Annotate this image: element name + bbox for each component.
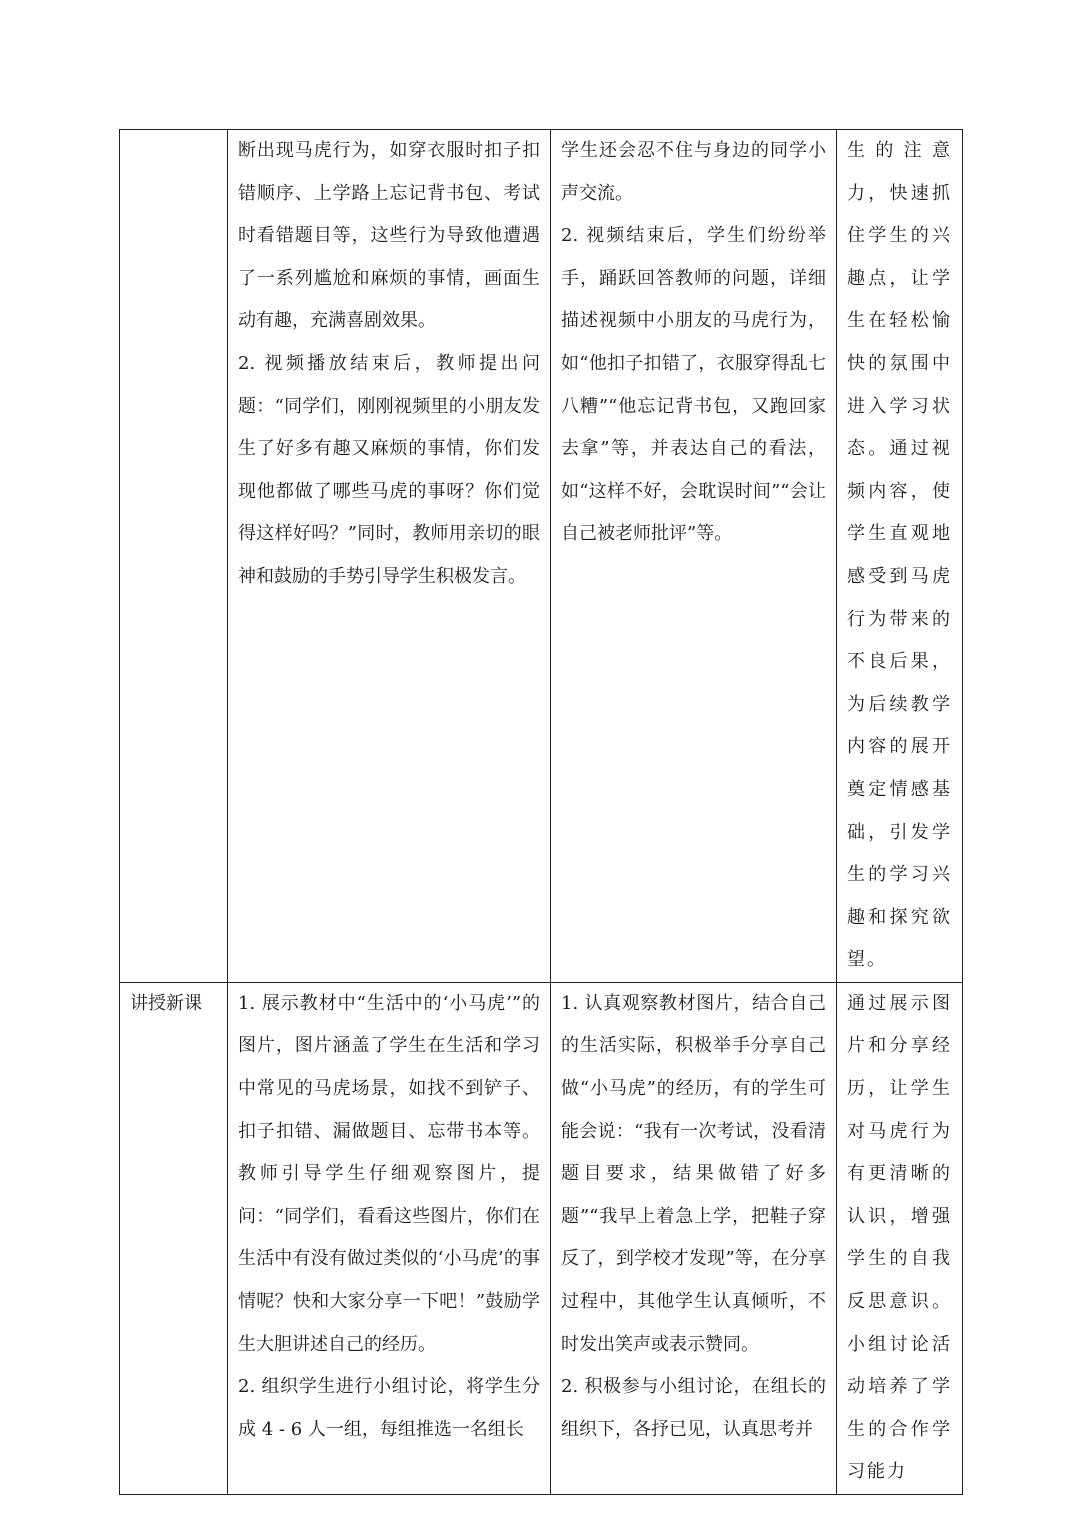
phase-cell: 讲授新课 — [120, 982, 228, 1494]
design-intent-cell: 生的注意力，快速抓住学生的兴趣点，让学生在轻松愉快的氛围中进入学习状态。通过视频内容，使学生直观地感受到马虎行为带来的不良后果，为后续教学内容的展开奠定情感基础，引发学生的学习兴趣和探究欲望。 — [837, 130, 963, 983]
student-activity-paragraph: 学生还会忍不住与身边的同学小声交流。 — [561, 140, 826, 204]
student-activity-cell — [551, 130, 837, 983]
teacher-activity-cell — [228, 982, 551, 1494]
teacher-activity-paragraph: 2. 组织学生进行小组讨论，将学生分成 4 - 6 人一组，每组推选一名组长 — [238, 1376, 540, 1440]
student-activity-paragraph: 1. 认真观察教材图片，结合自己的生活实际，积极举手分享自己做“小马虎”的经历，有的学生可能会说：“我有一次考试，没看清题目要求，结果做错了好多题”“我早上着急上学，把鞋子穿反了，到学校才发现”等，在分享过程中，其他学生认真倾听，不时发出笑声或表示赞同。 — [561, 992, 826, 1355]
phase-cell — [120, 130, 228, 983]
teacher-activity-paragraph: 断出现马虎行为，如穿衣服时扣子扣错顺序、上学路上忘记背书包、考试时看错题目等，这些行为导致他遭遇了一系列尴尬和麻烦的事情，画面生动有趣，充满喜剧效果。 — [238, 140, 540, 332]
table-row — [120, 982, 963, 1494]
table-row — [120, 130, 963, 983]
student-activity-cell — [551, 982, 837, 1494]
teacher-activity-cell — [228, 130, 551, 983]
teacher-activity-paragraph: 2. 视频播放结束后，教师提出问题：“同学们，刚刚视频里的小朋友发生了好多有趣又麻烦的事情，你们发现他都做了哪些马虎的事呀？你们觉得这样好吗？”同时，教师用亲切的眼神和鼓励的手势引导学生积极发言。 — [238, 352, 540, 587]
student-activity-paragraph: 2. 积极参与小组讨论，在组长的组织下，各抒已见，认真思考并 — [561, 1376, 826, 1440]
teacher-activity-paragraph: 1. 展示教材中“生活中的‘小马虎’”的图片，图片涵盖了学生在生活和学习中常见的马虎场景，如找不到铲子、扣子扣错、漏做题目、忘带书本等。教师引导学生仔细观察图片，提问：“同学们，看看这些图片，你们在生活中有没有做过类似的‘小马虎’的事情呢？快和大家分享一下吧！”鼓励学生大胆讲述自己的经历。 — [238, 992, 540, 1355]
design-intent-cell: 通过展示图片和分享经历，让学生对马虎行为有更清晰的认识，增强学生的自我反思意识。小组讨论活动培养了学生的合作学习能力 — [837, 982, 963, 1494]
lesson-plan-table — [119, 129, 963, 1495]
student-activity-paragraph: 2. 视频结束后，学生们纷纷举手，踊跃回答教师的问题，详细描述视频中小朋友的马虎行为，如“他扣子扣错了，衣服穿得乱七八糟”“他忘记背书包，又跑回家去拿”等，并表达自己的看法，如“这样不好，会耽误时间”“会让自己被老师批评”等。 — [561, 225, 826, 545]
